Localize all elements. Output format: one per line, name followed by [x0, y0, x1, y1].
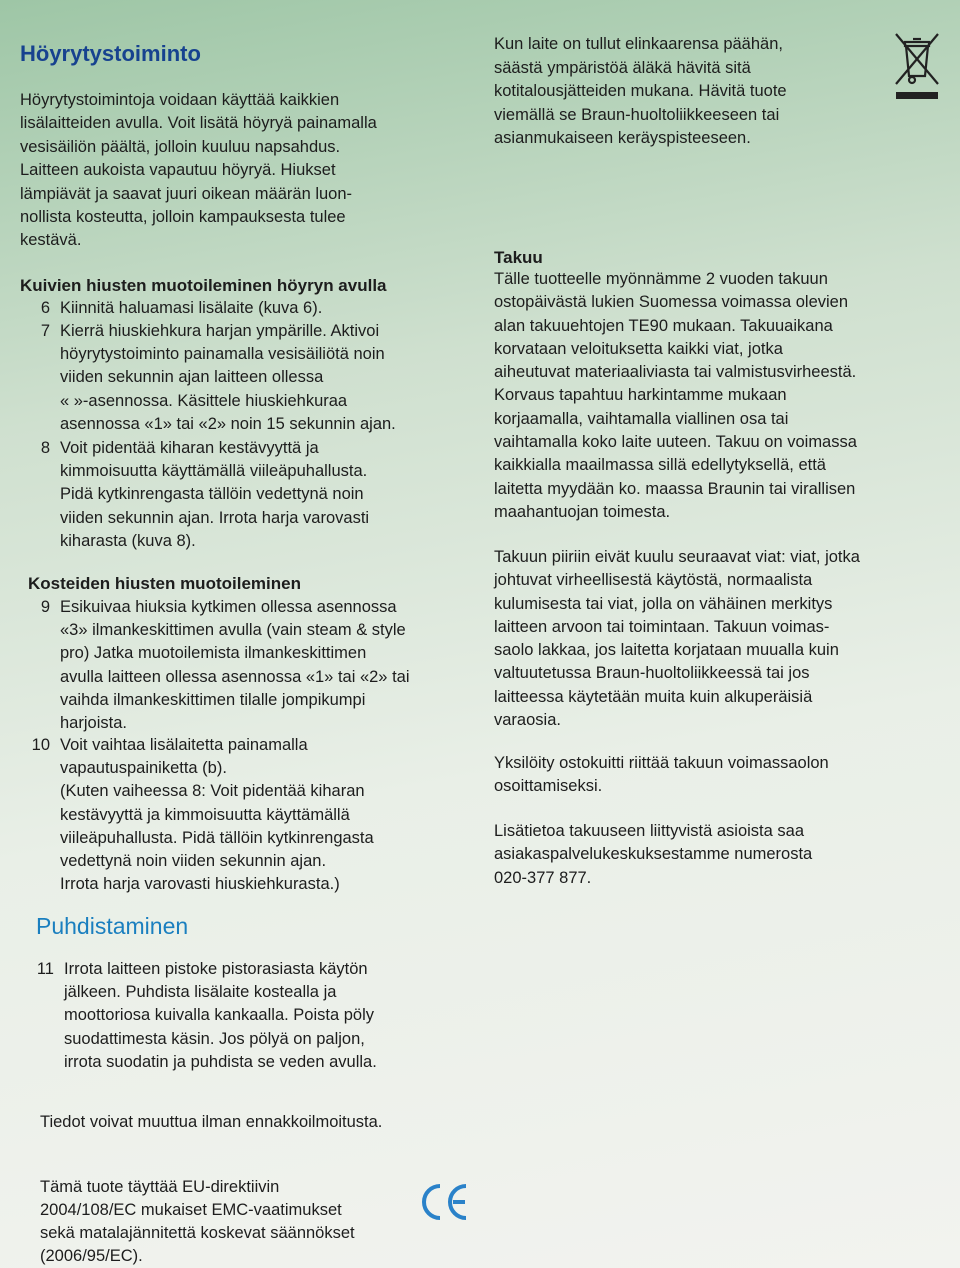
text-line: Lisätietoa takuuseen liittyvistä asioista saa	[494, 822, 805, 840]
text-line: saolo lakkaa, jos laitetta korjataan muualla kuin	[494, 641, 839, 660]
text-line: alan takuuehtojen TE90 mukaan. Takuuaikana	[494, 316, 833, 335]
text-line: vesisäiliön päältä, jolloin kuuluu napsahdus.	[20, 137, 341, 156]
text-line: korvataan veloituksetta kaikki viat, jotka	[494, 339, 783, 358]
text-line: kestävä.	[20, 231, 82, 250]
text-line: Irrota laitteen pistoke pistorasiasta käytön	[64, 960, 368, 978]
text-line: aiheutuvat materiaaliviasta tai valmistusvirheestä.	[494, 363, 857, 382]
text-line: (Kuten vaiheessa 8: Voit pidentää kiharan	[60, 782, 365, 801]
text-line: johtuvat virheellisestä käytöstä, normaalista	[494, 571, 813, 590]
text-line: viiden sekunnin ajan laitteen ollessa	[60, 368, 324, 387]
text-line: sekä matalajännitettä koskevat säännökset	[40, 1224, 355, 1242]
step-number: 6	[40, 299, 50, 317]
text-line: lisälaitteiden avulla. Voit lisätä höyryä painamalla	[20, 114, 377, 133]
text-line: Laitteen aukoista vapautuu höyryä. Hiukset	[20, 161, 336, 180]
text-line: kimmoisuutta käyttämällä viileäpuhallusta.	[60, 462, 368, 481]
receipt-text	[494, 752, 829, 799]
text-line: Kierrä hiuskiehkura harjan ympärille. Aktivoi	[60, 322, 380, 340]
step-number: 7	[40, 322, 50, 340]
text-line: kulumisesta tai viat, jolla on vähäinen merkitys	[494, 594, 833, 613]
text-line: irrota suodatin ja puhdista se veden avulla.	[64, 1052, 377, 1071]
text-line: Kun laite on tullut elinkaarensa päähän,	[494, 35, 783, 53]
text-line: vedettynä noin viiden sekunnin ajan.	[60, 852, 327, 871]
text-line: Korvaus tapahtuu harkintamme mukaan	[494, 386, 787, 405]
text-line: valtuutetussa Braun-huoltoliikkeessä tai jos	[494, 664, 810, 683]
warranty-text	[494, 268, 857, 524]
text-line: kestävyyttä ja kimmoisuutta käyttämällä	[60, 805, 350, 824]
ce-mark-icon	[420, 1182, 472, 1222]
text-line: suodattimesta käsin. Jos pölyä on paljon,	[64, 1029, 365, 1048]
text-line: Irrota harja varovasti hiuskiehkurasta.)	[60, 875, 340, 894]
text-line: Pidä kytkinrengasta tällöin vedettynä noin	[60, 485, 364, 504]
text-line: asianmukaiseen keräyspisteeseen.	[494, 129, 751, 147]
text-line: vaihtamalla koko laite uuteen. Takuu on voimassa	[494, 433, 857, 452]
text-line: kotitalousjätteiden mukana. Hävitä tuote	[494, 82, 787, 100]
section-title-cleaning: Puhdistaminen	[36, 913, 189, 939]
text-line: vaihda ilmankeskittimen tilalle jompikumpi	[60, 690, 366, 709]
text-line: kiharasta (kuva 8).	[60, 531, 196, 550]
text-line: « »-asennossa. Käsittele hiuskiehkuraa	[60, 391, 348, 410]
text-line: kaikkialla maailmassa sillä edellytyksellä, että	[494, 456, 826, 475]
text-line: harjoista.	[60, 714, 127, 733]
text-line: jälkeen. Puhdista lisälaite kostealla ja	[64, 983, 337, 1002]
eu-compliance	[40, 1176, 355, 1268]
text-line: nollista kosteutta, jolloin kampauksesta tulee	[20, 208, 346, 227]
text-line: lämpiävät ja saavat juuri oikean määrän luon-	[20, 184, 353, 203]
text-line: viiden sekunnin ajan. Irrota harja varovasti	[60, 508, 370, 527]
text-line: korjaamalla, vaihtamalla viallinen osa tai	[494, 409, 789, 428]
dry-styling-heading: Kuivien hiusten muotoileminen höyryn avulla	[20, 276, 387, 295]
warranty-exclusions	[494, 546, 860, 732]
warranty-heading: Takuu	[494, 248, 543, 267]
text-line: laitteessa käytetään muita kuin alkuperäisiä	[494, 687, 813, 706]
text-line: 020-377 877.	[494, 868, 592, 887]
change-notice: Tiedot voivat muuttua ilman ennakkoilmoitusta.	[40, 1113, 383, 1131]
text-line: Tämä tuote täyttää EU-direktiivin	[40, 1178, 280, 1196]
text-line: Tälle tuotteelle myönnämme 2 vuoden takuun	[494, 270, 828, 288]
crossed-bin-icon	[892, 30, 942, 102]
text-line: osoittamiseksi.	[494, 777, 603, 796]
text-line: moottoriosa kuivalla kankaalla. Poista pöly	[64, 1006, 374, 1025]
text-line: Takuun piiriin eivät kuulu seuraavat viat: viat, jotka	[494, 548, 860, 566]
text-line: «3» ilmankeskittimen avulla (vain steam & style	[60, 621, 406, 640]
text-line: säästä ympäristöä äläkä hävitä sitä	[494, 58, 751, 77]
section-title-steam: Höyrytystoiminto	[20, 41, 201, 66]
text-line: vapautuspainiketta (b).	[60, 759, 227, 778]
text-line: pro) Jatka muotoilemista ilmankeskittimen	[60, 644, 367, 663]
steam-intro	[20, 89, 377, 253]
text-line: asiakaspalvelukeskuksestamme numerosta	[494, 845, 813, 864]
text-line: avulla laitteen ollessa asennossa «1» tai «2» tai	[60, 667, 410, 686]
text-line: (2006/95/EC).	[40, 1247, 143, 1265]
step-number: 11	[36, 960, 54, 978]
text-line: Voit vaihtaa lisälaitetta painamalla	[60, 736, 308, 754]
text-line: Esikuivaa hiuksia kytkimen ollessa asennossa	[60, 598, 397, 616]
info-text	[494, 820, 812, 890]
text-line: Kiinnitä haluamasi lisälaite (kuva 6).	[60, 299, 323, 317]
text-line: laitteen arvoon tai toimintaan. Takuun voimas-	[494, 617, 830, 636]
text-line: viemällä se Braun-huoltoliikkeeseen tai	[494, 105, 780, 124]
text-line: maahantuojan toimesta.	[494, 502, 671, 521]
text-line: laitetta myydään ko. maassa Braunin tai virallisen	[494, 479, 856, 498]
disposal-text	[494, 33, 787, 151]
text-line: 2004/108/EC mukaiset EMC-vaatimukset	[40, 1201, 342, 1219]
text-line: Höyrytystoimintoja voidaan käyttää kaikkien	[20, 91, 340, 109]
text-line: viileäpuhallusta. Pidä tällöin kytkinrengasta	[60, 828, 374, 847]
wet-styling-heading: Kosteiden hiusten muotoileminen	[28, 574, 301, 593]
step-number: 9	[40, 598, 50, 616]
text-line: asennossa «1» tai «2» noin 15 sekunnin ajan.	[60, 414, 396, 433]
step-number: 8	[40, 439, 50, 457]
text-line: Yksilöity ostokuitti riittää takuun voimassaolon	[494, 754, 829, 772]
text-line: höyrytystoiminto painamalla vesisäiliötä noin	[60, 345, 385, 364]
step-number: 10	[31, 736, 50, 754]
text-line: Voit pidentää kiharan kestävyyttä ja	[60, 439, 319, 457]
text-line: varaosia.	[494, 711, 561, 730]
text-line: ostopäivästä lukien Suomessa voimassa olevien	[494, 293, 849, 312]
